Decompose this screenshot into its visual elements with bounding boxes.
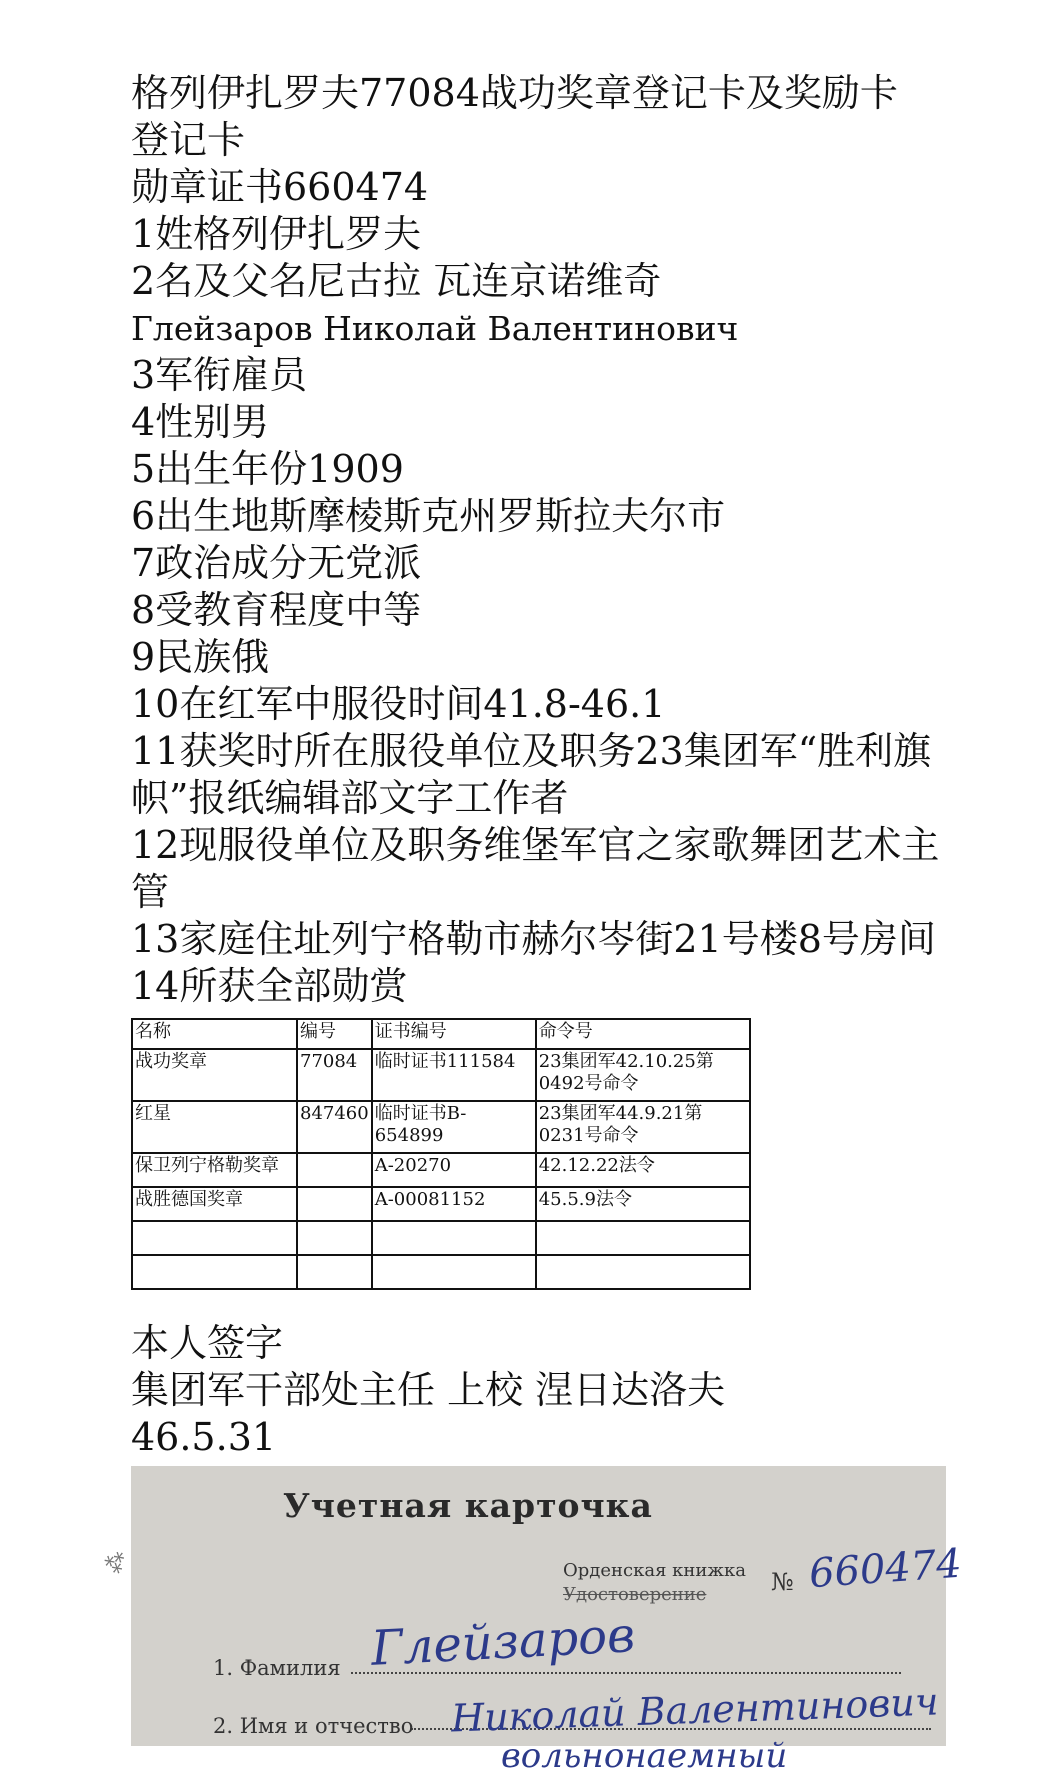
table-row	[132, 1101, 750, 1153]
scan-field1-label: 1. Фамилия	[213, 1656, 341, 1680]
scan-handwritten-name: Николай Валентинович	[450, 1679, 940, 1741]
archive-stamp-mark: ⁂	[101, 1549, 131, 1576]
officer-signature: 集团军干部处主任 上校 涅日达洛夫	[131, 1368, 726, 1412]
scan-handwritten-number: 660474	[807, 1540, 964, 1598]
scan-handwritten-rank: вольнонаемный	[501, 1736, 788, 1776]
table-cell: 临时证书111584	[372, 1049, 536, 1101]
header-order: 命令号	[536, 1019, 750, 1049]
header-certificate: 证书编号	[372, 1019, 536, 1049]
field-surname: 1姓格列伊扎罗夫	[131, 212, 422, 256]
table-cell: 847460	[297, 1101, 372, 1153]
scan-cert-label: Удостоверение	[563, 1584, 707, 1605]
table-cell: 临时证书B-654899	[372, 1101, 536, 1153]
field-birthplace: 6出生地斯摩棱斯克州罗斯拉夫尔市	[131, 494, 726, 538]
table-cell	[536, 1221, 750, 1255]
awards-table	[131, 1018, 751, 1290]
table-header-row	[132, 1019, 750, 1049]
table-cell: 42.12.22法令	[536, 1153, 750, 1187]
card-subtitle: 登记卡	[131, 118, 246, 162]
table-cell	[372, 1255, 536, 1289]
table-cell	[297, 1187, 372, 1221]
field-sex: 4性别男	[131, 400, 270, 444]
table-row	[132, 1221, 750, 1255]
field-all-awards: 14所获全部勋赏	[131, 964, 408, 1008]
record-text	[131, 70, 951, 1010]
field-party: 7政治成分无党派	[131, 541, 422, 585]
table-cell: 战功奖章	[132, 1049, 297, 1101]
scan-handwritten-surname: Глейзаров	[369, 1607, 637, 1677]
table-row	[132, 1255, 750, 1289]
table-cell	[132, 1221, 297, 1255]
table-cell	[372, 1221, 536, 1255]
field-current-unit: 12现服役单位及职务维堡军官之家歌舞团艺术主管	[131, 823, 940, 914]
table-cell: 23集团军42.10.25第0492号命令	[536, 1049, 750, 1101]
doc-title: 格列伊扎罗夫77084战功奖章登记卡及奖励卡	[131, 71, 898, 115]
scanned-card-image	[101, 1466, 964, 1776]
table-row	[132, 1187, 750, 1221]
table-cell	[297, 1255, 372, 1289]
field-name-patronymic: 2名及父名尼古拉 瓦连京诺维奇	[131, 259, 662, 303]
scan-book-label: Орденская книжка	[563, 1560, 746, 1581]
table-cell: 45.5.9法令	[536, 1187, 750, 1221]
table-cell	[536, 1255, 750, 1289]
table-row	[132, 1153, 750, 1187]
field-education: 8受教育程度中等	[131, 588, 422, 632]
field-rank: 3军衔雇员	[131, 353, 308, 397]
scan-field2-label: 2. Имя и отчество	[213, 1714, 414, 1738]
table-cell	[297, 1153, 372, 1187]
table-cell	[132, 1255, 297, 1289]
header-number: 编号	[297, 1019, 372, 1049]
table-cell: 77084	[297, 1049, 372, 1101]
table-cell: 红星	[132, 1101, 297, 1153]
table-cell: 保卫列宁格勒奖章	[132, 1153, 297, 1187]
field-name-russian: Глейзаров Николай Валентинович	[131, 309, 739, 348]
table-cell: 23集团军44.9.21第0231号命令	[536, 1101, 750, 1153]
signature-date: 46.5.31	[131, 1415, 277, 1459]
table-cell: A-00081152	[372, 1187, 536, 1221]
table-row	[132, 1049, 750, 1101]
order-book-number: 勋章证书660474	[131, 165, 429, 209]
field-unit-at-award: 11获奖时所在服役单位及职务23集团军“胜利旗帜”报纸编辑部文字工作者	[131, 729, 932, 820]
signature-block	[131, 1320, 725, 1461]
scan-title: Учетная карточка	[283, 1486, 653, 1525]
field-nationality: 9民族俄	[131, 635, 270, 679]
field-service-period: 10在红军中服役时间41.8-46.1	[131, 682, 666, 726]
self-signature-label: 本人签字	[131, 1321, 284, 1365]
table-cell: 战胜德国奖章	[132, 1187, 297, 1221]
field-home-address: 13家庭住址列宁格勒市赫尔岑街21号楼8号房间	[131, 917, 936, 961]
table-cell: A-20270	[372, 1153, 536, 1187]
field-birth-year: 5出生年份1909	[131, 447, 404, 491]
table-cell	[297, 1221, 372, 1255]
scan-number-sign: №	[771, 1568, 794, 1596]
header-name: 名称	[132, 1019, 297, 1049]
